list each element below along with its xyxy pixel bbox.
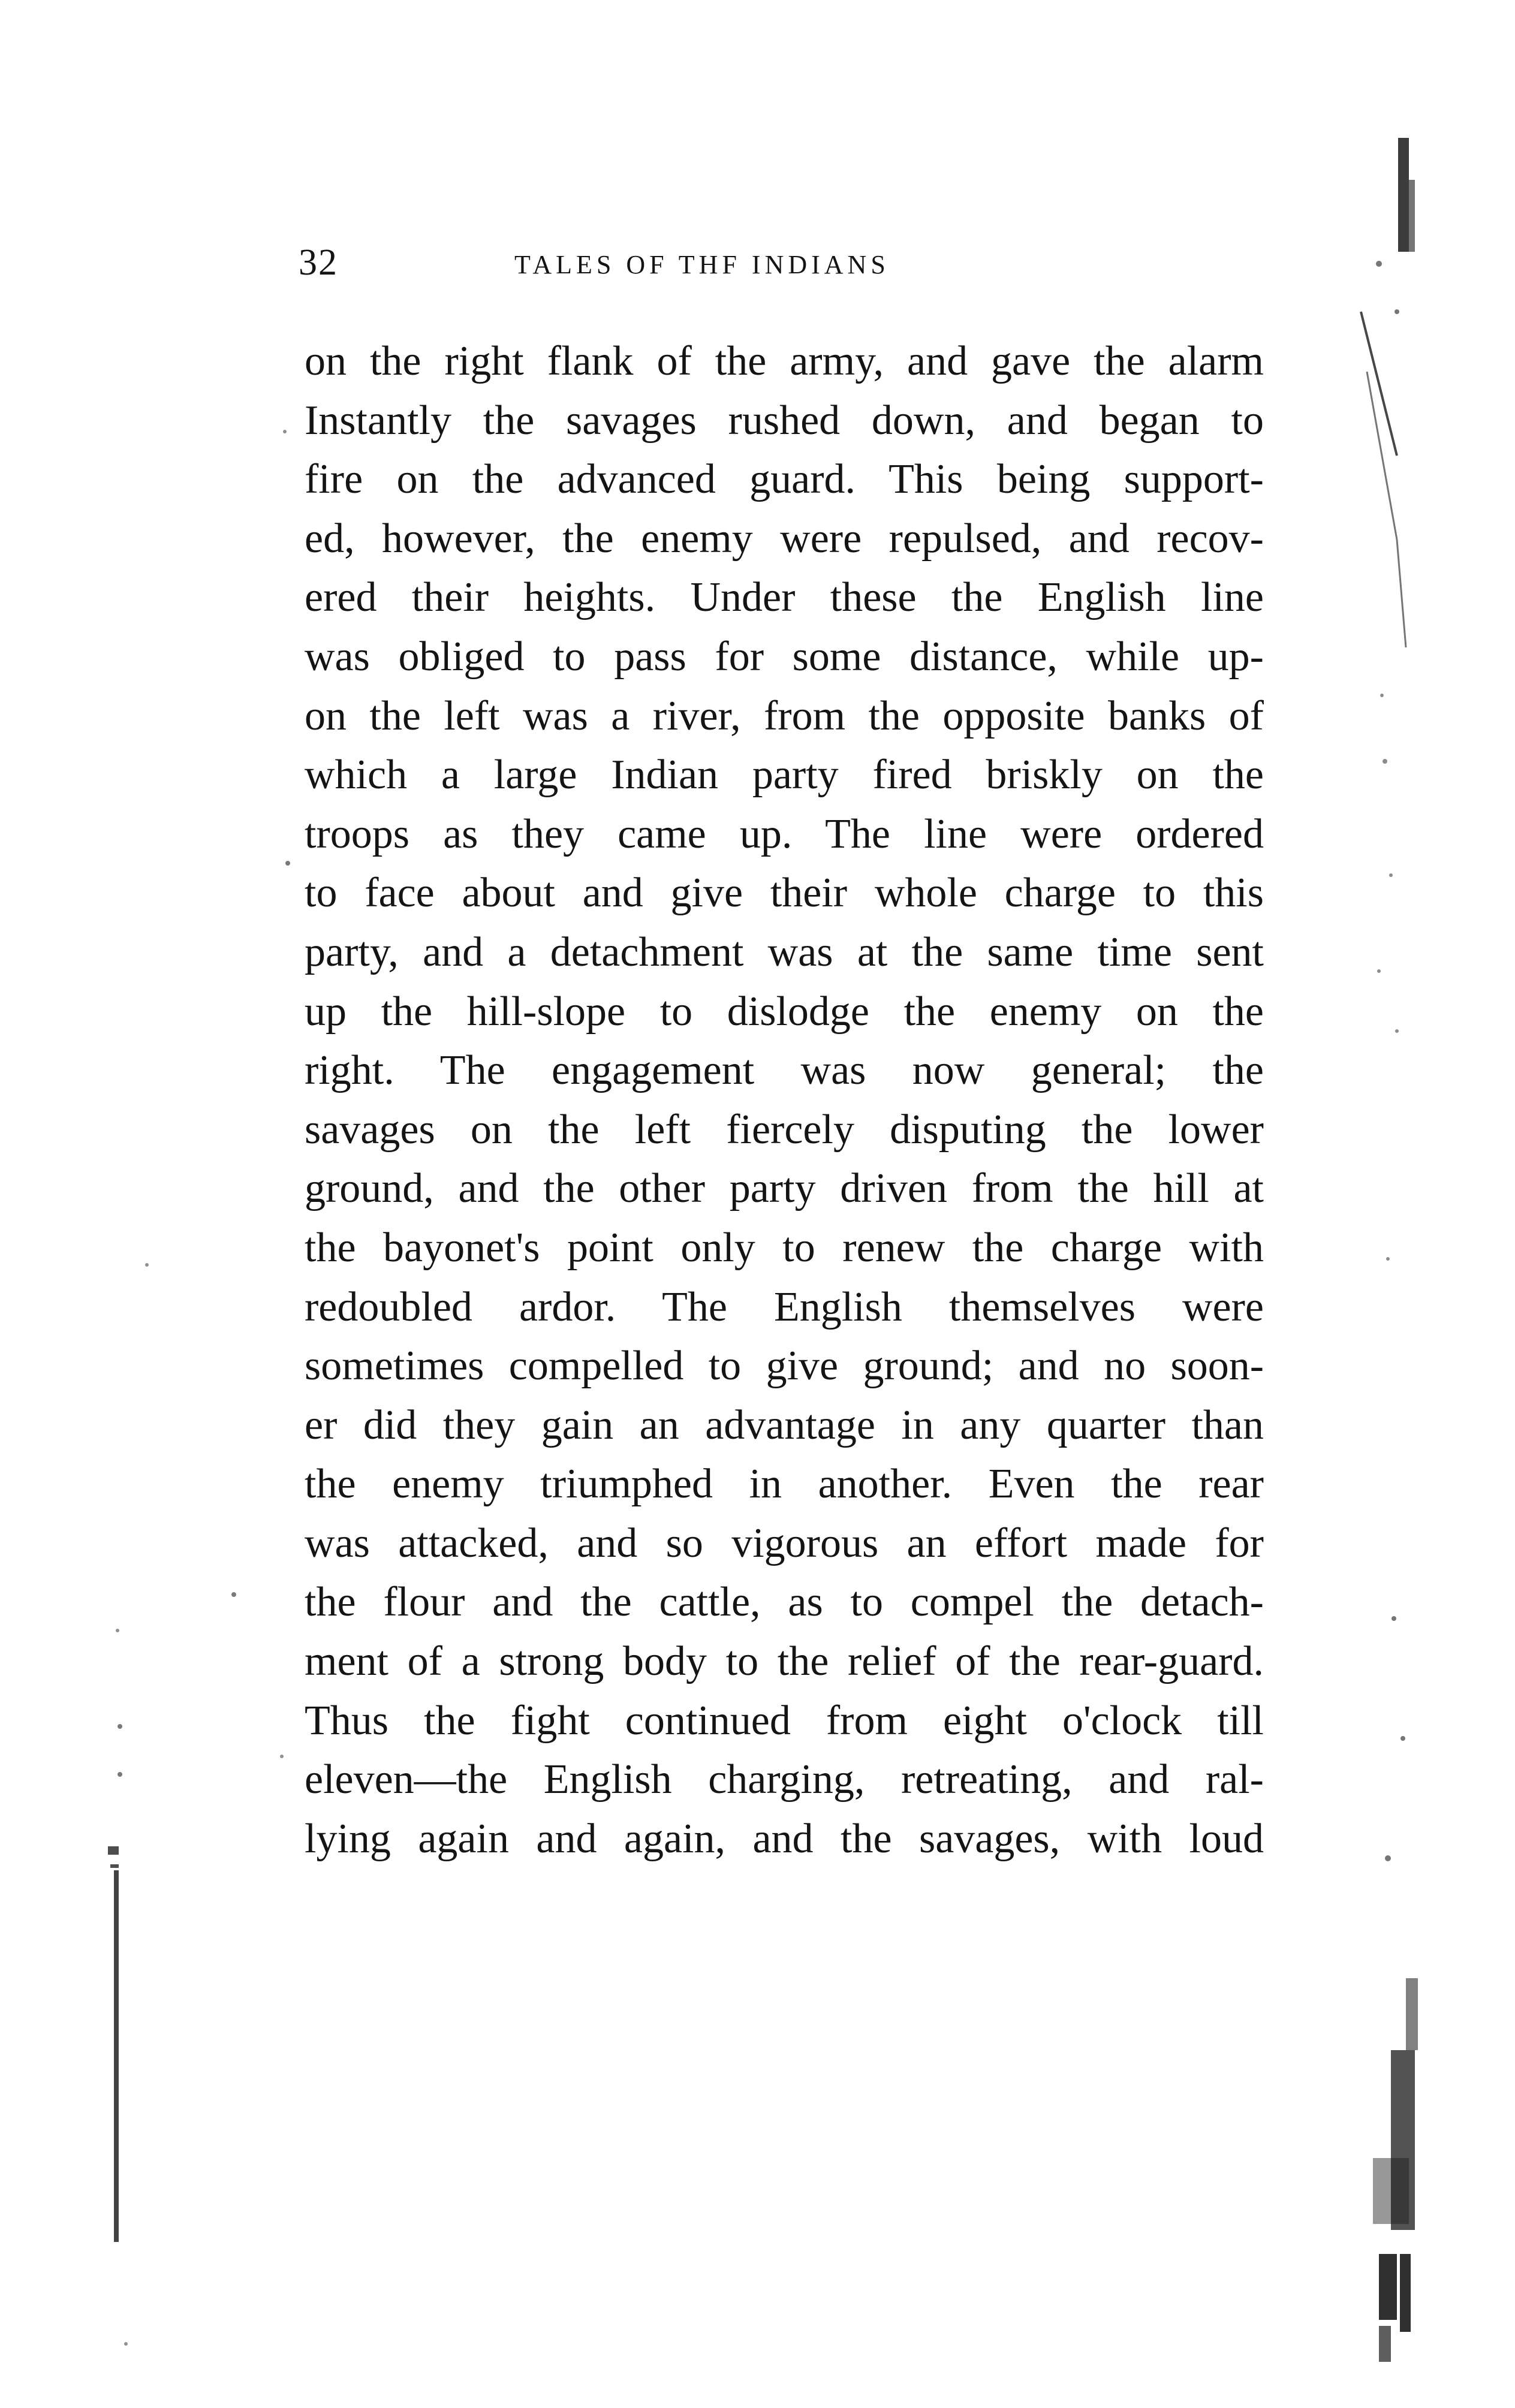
text-line: party, and a detachment was at the same time sent [305,929,1264,975]
text-line: up the hill-slope to dislodge the enemy on the [305,988,1264,1035]
text-line: lying again and again, and the savages, with loud [305,1815,1264,1862]
text-line: troops as they came up. The line were ordered [305,810,1264,857]
text-line: on the left was a river, from the opposite banks of [305,692,1264,739]
text-line: redoubled ardor. The English themselves were [305,1283,1264,1330]
text-line: ed, however, the enemy were repulsed, and recov- [305,515,1264,562]
text-line: ment of a strong body to the relief of the rear-guard. [305,1638,1264,1685]
text-line: the enemy triumphed in another. Even the rear [305,1461,1264,1508]
text-line: sometimes compelled to give ground; and no soon- [305,1343,1264,1390]
text-line: savages on the left fiercely disputing the lower [305,1106,1264,1153]
running-head: TALES OF THF INDIANS [514,250,890,279]
binding-shadow [1361,138,1418,2362]
text-line: right. The engagement was now general; the [305,1047,1264,1094]
text-line: on the right flank of the army, and gave the alarm [305,338,1264,384]
page-header [0,239,1515,287]
text-line: to face about and give their whole charge to this [305,870,1264,917]
text-line: fire on the advanced guard. This being support- [305,456,1264,503]
text-line: er did they gain an advantage in any quarter than [305,1402,1264,1448]
left-margin-specks [108,430,290,2346]
text-line: Thus the fight continued from eight o'clock till [305,1697,1264,1744]
text-line: which a large Indian party fired briskly on the [305,752,1264,798]
body-text [305,332,1264,1868]
page-number: 32 [299,242,338,283]
text-line: ground, and the other party driven from the hill at [305,1165,1264,1212]
text-line: was obliged to pass for some distance, while up- [305,633,1264,680]
text-line: Instantly the savages rushed down, and began to [305,397,1264,444]
text-line: the flour and the cattle, as to compel the detach- [305,1579,1264,1626]
text-line: ered their heights. Under these the English line [305,574,1264,621]
text-line: the bayonet's point only to renew the charge with [305,1224,1264,1271]
text-line: was attacked, and so vigorous an effort made for [305,1520,1264,1566]
text-line: eleven—the English charging, retreating, and ral- [305,1756,1264,1803]
